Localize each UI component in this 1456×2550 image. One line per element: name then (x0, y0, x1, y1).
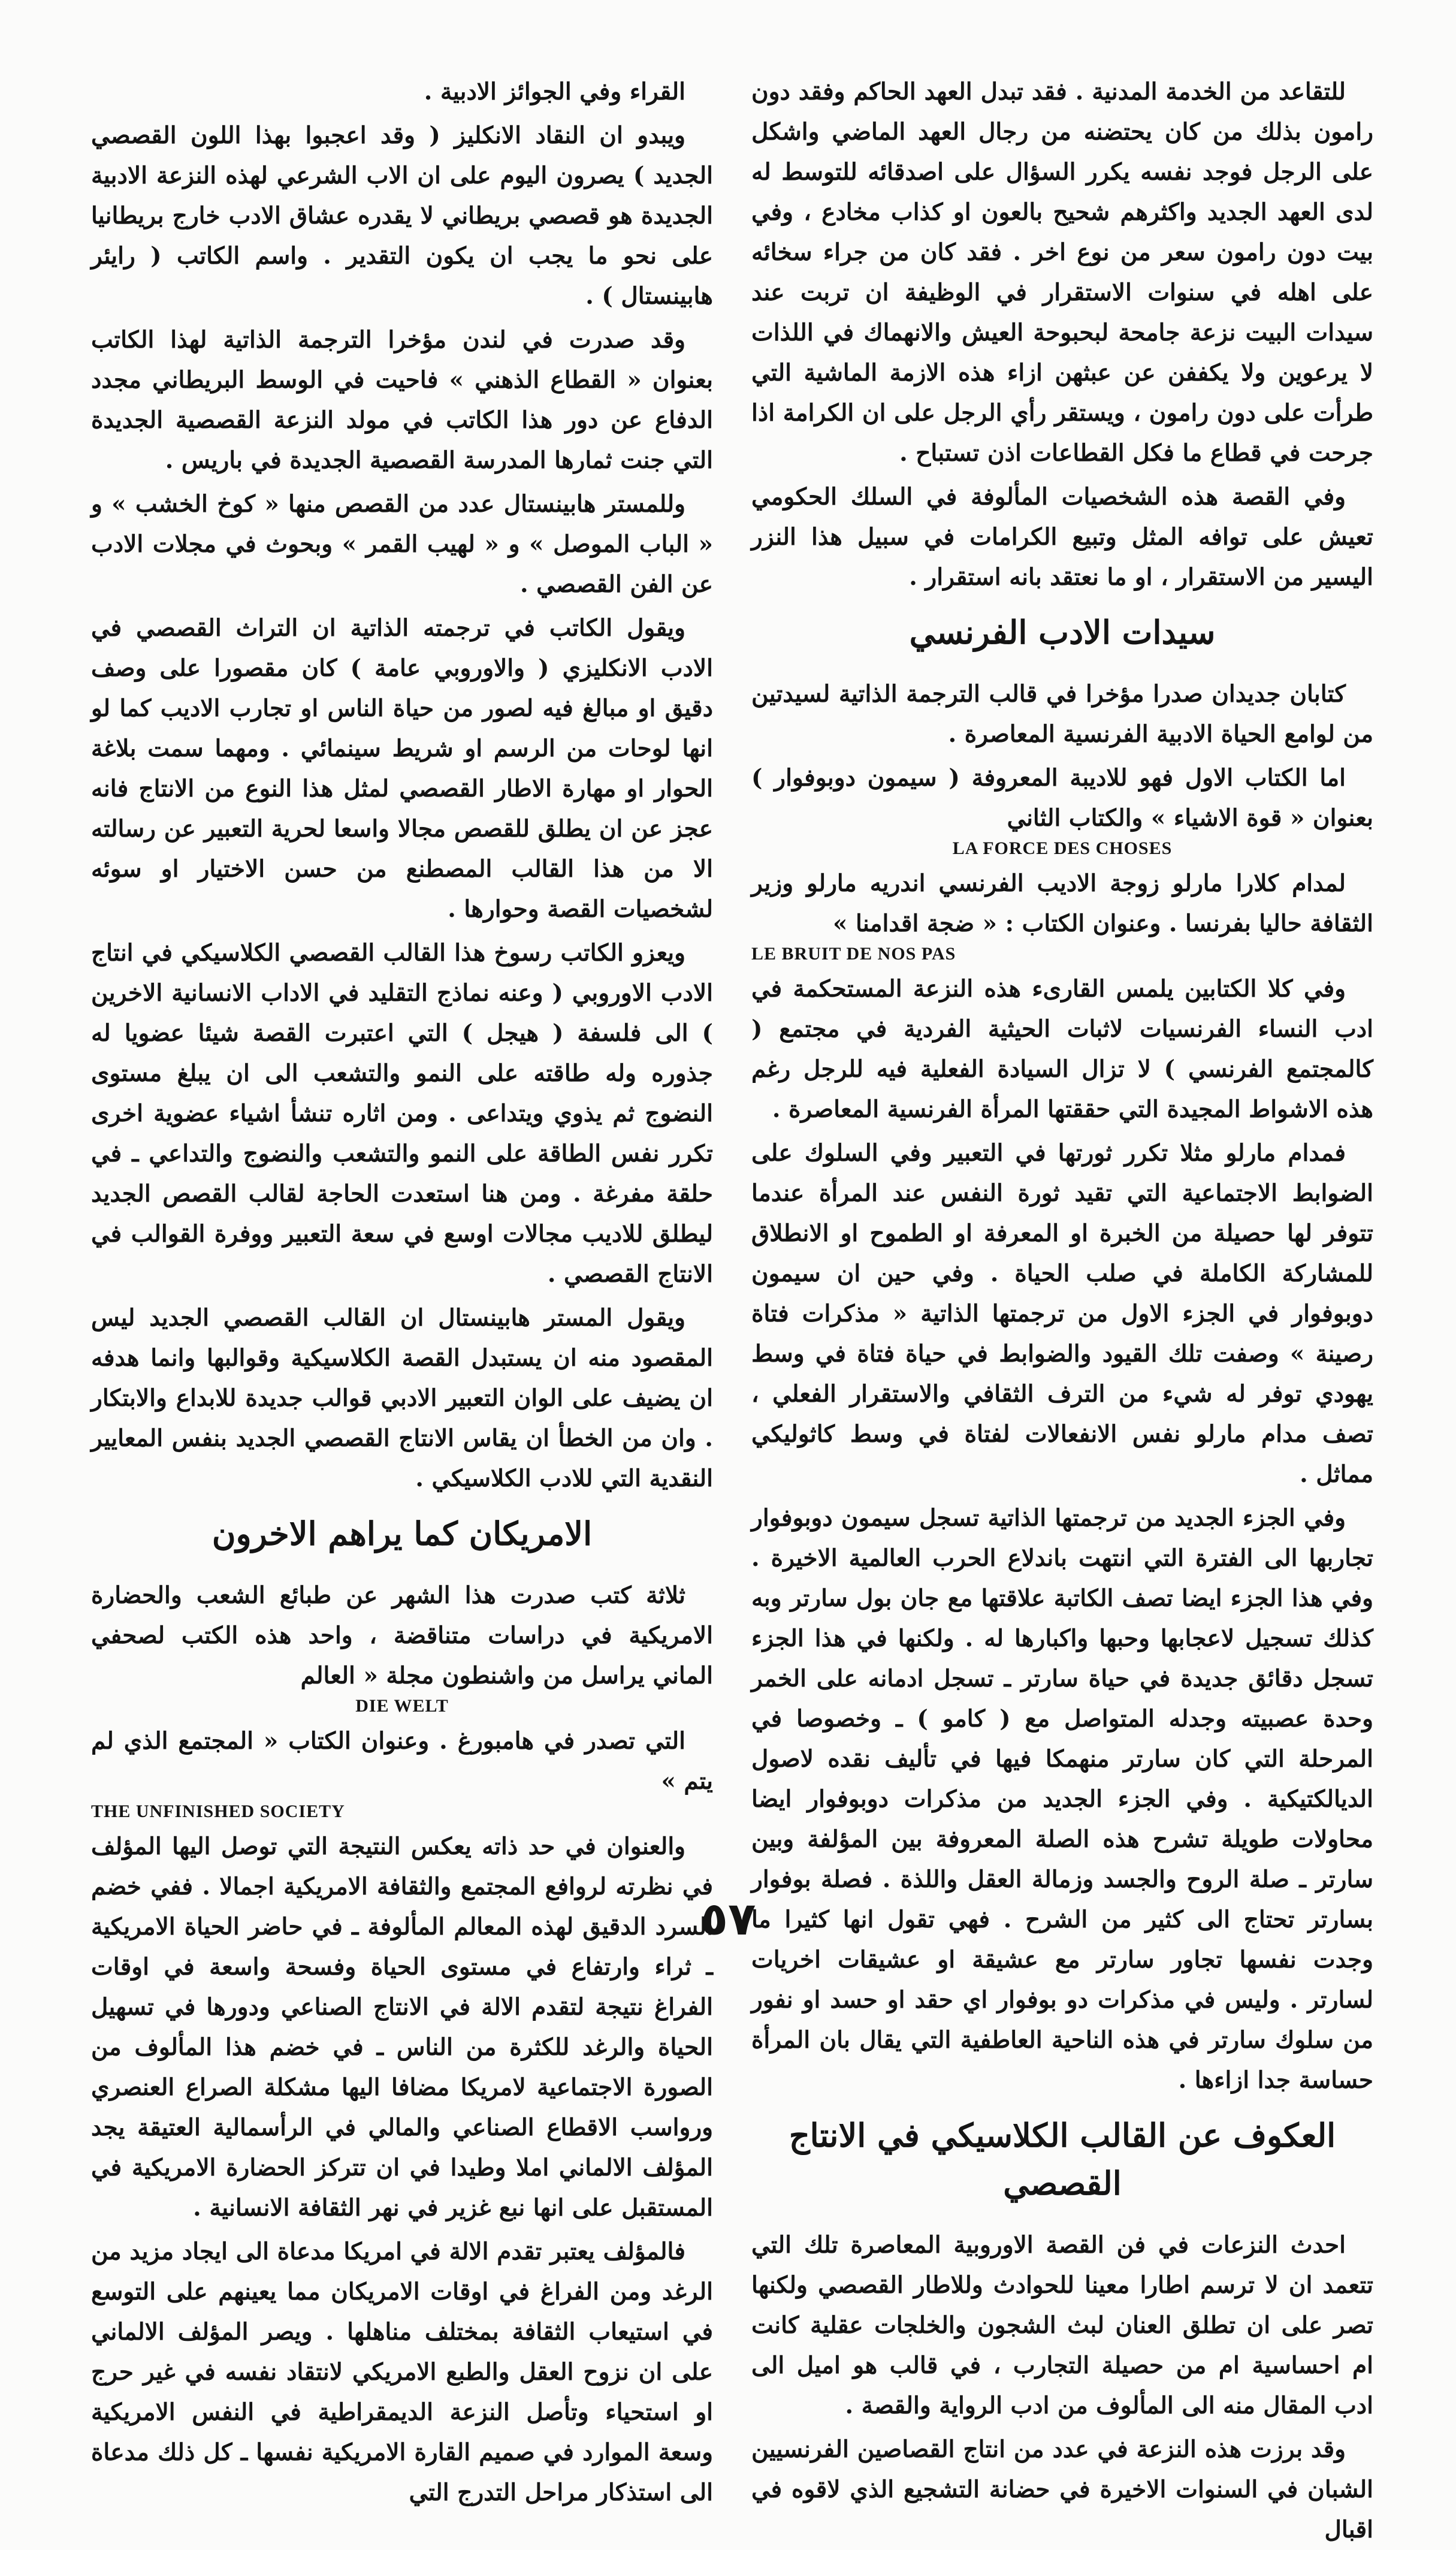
left-column (91, 72, 713, 2506)
paragraph: وقد صدرت في لندن مؤخرا الترجمة الذاتية لهذا الكاتب بعنوان « القطاع الذهني » فاحيت في الوسط البريطاني مجدد الدفاع عن دور هذا الكاتب في مولد النزعة القصصية الجديدة التي جنت ثمارها المدرسة القصصية الجديدة في باريس . (91, 326, 713, 474)
section-heading-classic-template: العكوف عن القالب الكلاسيكي في الانتاج القصصي (789, 2116, 1336, 2202)
paragraph: وفي كلا الكتابين يلمس القارىء هذه النزعة المستحكمة في ادب النساء الفرنسيات لاثبات الحيثية الفردية في مجتمع ( كالمجتمع الفرنسي ) لا تزال السيادة الفعلية فيه للرجل رغم هذه الاشواط المجيدة التي حققتها المرأة الفرنسية المعاصرة . (751, 975, 1373, 1123)
paragraph: والعنوان في حد ذاته يعكس النتيجة التي توصل اليها المؤلف في نظرته لروافع المجتمع والثقافة الامريكية اجمالا . ففي خضم السرد الدقيق لهذه المعالم المألوفة ـ في حاضر الحياة الامريكية ـ ثراء وارتفاع في مستوى الحياة وفسحة واسعة في اوقات الفراغ نتيجة لتقدم الالة في الانتاج الصناعي ودورها في تسهيل الحياة والرغد للكثرة من الناس ـ في خضم هذا المألوف من الصورة الاجتماعية لامريكا مضافا اليها مشكلة الصراع العنصري ورواسب الاقطاع الصناعي والمالي في الرأسمالية العتيقة يجد المؤلف الالماني املا وطيدا في ان تتركز الحضارة الامريكية في المستقبل على انها نبع غزير في نهر الثقافة الانسانية . (91, 1833, 713, 2222)
paragraph: ويعزو الكاتب رسوخ هذا القالب القصصي الكلاسيكي في انتاج الادب الاوروبي ( وعنه نماذج التقليد في الاداب الانسانية الاخرين ) الى فلسفة ( هيجل ) التي اعتبرت القصة شيئا عضويا له جذوره وله طاقته على النمو والتشعب الى ان يبلغ مستوى النضوج ثم يذوي ويتداعى . ومن اثاره تنشأ اشياء عضوية اخرى تكرر نفس الطاقة على النمو والتشعب والنضوج والتداعي ـ في حلقة مفرغة . ومن هنا استعدت الحاجة لقالب القصص الجديد ليطلق للاديب مجالات اوسع في سعة التعبير ووفرة القوالب في الانتاج القصصي . (91, 939, 713, 1288)
section-heading-americans: الامريكان كما يراهم الاخرون (212, 1514, 593, 1553)
paragraph: وفي الجزء الجديد من ترجمتها الذاتية تسجل سيمون دوبوفوار تجاربها الى الفترة التي انتهت باندلاع الحرب العالمية الاخيرة . وفي هذا الجزء ايضا تصف الكاتبة علاقتها مع جان بول سارتر وبه كذلك تسجيل لاعجابها وحبها واكبارها له . ولكنها في هذا الجزء تسجل دقائق جديدة في حياة سارتر ـ تسجل ادمانه على الخمر وحدة عصبيته وجدله المتواصل مع ( كامو ) ـ وخصوصا في المرحلة التي كان سارتر منهمكا فيها في تأليف نقده لاصول الديالكتيكية . وفي الجزء الجديد من مذكرات دوبوفوار ايضا محاولات طويلة تشرح هذه الصلة المعروفة بين المؤلفة وبين سارتر ـ صلة الروح والجسد وزمالة العقل واللذة . فصلة بوفوار بسارتر تحتاج الى كثير من الشرح . فهي تقول انها كثيرا ما وجدت نفسها تجاور سارتر مع عشيقة او عشيقات اخريات لسارتر . وليس في مذكرات دو بوفوار اي حقد او حسد او نفور من سلوك سارتر في هذه الناحية العاطفية التي يقال بان المرأة حساسة جدا ازاءها . (751, 1504, 1373, 2094)
paragraph: وقد برزت هذه النزعة في عدد من انتاج القصاصين الفرنسيين الشبان في السنوات الاخيرة في حضانة التشجيع الذي لاقوه في اقبال (751, 2436, 1373, 2543)
paragraph: وفي القصة هذه الشخصيات المألوفة في السلك الحكومي تعيش على توافه المثل وتبيع الكرامات في سبيل هذا النزر اليسير من الاستقرار ، او ما نعتقد بانه استقرار . (751, 483, 1373, 591)
paragraph: فالمؤلف يعتبر تقدم الالة في امريكا مدعاة الى ايجاد مزيد من الرغد ومن الفراغ في اوقات الامريكان مما يعينهم على التوسع في استيعاب الثقافة بمختلف مناهلها . ويصر المؤلف الالماني على ان نزوح العقل والطبع الامريكي لانتقاد نفسه في غير حرج او استحياء وتأصل النزعة الديمقراطية في النفس الامريكية وسعة الموارد في صميم القارة الامريكية نفسها ـ كل ذلك مدعاة الى استذكار مراحل التدرج التي (91, 2238, 713, 2506)
latin-title-le-bruit-de-nos-pas: LE BRUIT DE NOS PAS (751, 944, 956, 964)
paragraph: احدث النزعات في فن القصة الاوروبية المعاصرة تلك التي تتعمد ان لا ترسم اطارا معينا للحوادث وللاطار القصصي ولكنها تصر على ان تطلق العنان لبث الشجون والخلجات عقلية كانت ام احساسية ام من حصيلة التجارب ، في قالب هو اميل الى ادب المقال منه الى المألوف من ادب الرواية والقصة . (751, 2231, 1373, 2419)
right-column (751, 72, 1373, 2543)
latin-title-unfinished-society: THE UNFINISHED SOCIETY (91, 1801, 345, 1821)
paragraph: ويبدو ان النقاد الانكليز ( وقد اعجبوا بهذا اللون القصصي الجديد ) يصرون اليوم على ان الاب الشرعي لهذه النزعة الادبية الجديدة هو قصصي بريطاني لا يقدره عشاق الادب خارج بريطانيا على نحو ما يجب ان يكون التقدير . واسم الكاتب ( رايئر هابينستال ) . (91, 122, 713, 310)
paragraph: فمدام مارلو مثلا تكرر ثورتها في التعبير وفي السلوك على الضوابط الاجتماعية التي تقيد ثورة النفس عند المرأة عندما تتوفر لها حصيلة من الخبرة او المعرفة او الطموح او الانطلاق للمشاركة الكاملة في صلب الحياة . وفي حين ان سيمون دوبوفوار في الجزء الاول من ترجمتها الذاتية « مذكرات فتاة رصينة » وصفت تلك القيود والضوابط في حياة فتاة في وسط يهودي توفر له شيء من الترف الثقافي والاستقرار الفعلي ، تصف مدام مارلو نفس الانفعالات لفتاة في وسط كاثوليكي مماثل . (751, 1139, 1373, 1488)
section-heading-french-women-writers: سيدات الادب الفرنسي (909, 613, 1216, 651)
paragraph: ثلاثة كتب صدرت هذا الشهر عن طبائع الشعب والحضارة الامريكية في دراسات متناقضة ، واحد هذه الكتب لصحفي الماني يراسل من واشنطون مجلة « العالم (91, 1582, 713, 1689)
paragraph: وللمستر هابينستال عدد من القصص منها « كوخ الخشب » و « الباب الموصل » و « لهيب القمر » وبحوث في مجلات الادب عن الفن القصصي . (91, 490, 713, 598)
latin-title-die-welt: DIE WELT (355, 1696, 449, 1716)
paragraph: للتقاعد من الخدمة المدنية . فقد تبدل العهد الحاكم وفقد دون رامون بذلك من كان يحتضنه من رجال العهد الماضي واشكل على الرجل فوجد نفسه يكرر السؤال على اصدقائه للتوسط له لدى العهد الجديد واكثرهم شحيح بالعون او كذاب مخادع ، وفي بيت دون رامون سعر من نوع اخر . فقد كان من جراء سخائه على اهله في سنوات الاستقرار في الوظيفة ان تربت عند سيدات البيت نزعة جامحة لبحبوحة العيش والانهماك في اللذات لا يرعوين ولا يكففن عن عبثهن ازاء هذه الازمة الماشية التي طرأت على دون رامون ، ويستقر رأي الرجل على ان الكرامة اذا جرحت في قطاع ما فكل القطاعات اذن تستباح . (751, 78, 1373, 467)
paragraph: ويقول الكاتب في ترجمته الذاتية ان التراث القصصي في الادب الانكليزي ( والاوروبي عامة ) كان مقصورا على وصف دقيق او مبالغ فيه لصور من حياة الناس او تجارب الاديب كما لو انها لوحات من الرسم او شريط سينمائي . ومهما سمت بلاغة الحوار او مهارة الاطار القصصي لمثل هذا النوع من الانتاج فانه عجز عن ان يطلق للقصص مجالا واسعا لحرية التعبير عن رسالته الا من هذا القالب المصطنع من حسن الاختيار او سوئه لشخصيات القصة وحوارها . (91, 614, 713, 923)
page-number: ٥٧ (700, 1892, 756, 1945)
paragraph: ويقول المستر هابينستال ان القالب القصصي الجديد ليس المقصود منه ان يستبدل القصة الكلاسيكية وقوالبها وانما هدفه ان يضيف على الوان التعبير الادبي قوالب جديدة للابداع والابتكار . وان من الخطأ ان يقاس الانتاج القصصي الجديد بنفس المعايير النقدية التي للادب الكلاسيكي . (91, 1304, 713, 1492)
paragraph: كتابان جديدان صدرا مؤخرا في قالب الترجمة الذاتية لسيدتين من لوامع الحياة الادبية الفرنسية المعاصرة . (751, 680, 1373, 748)
paragraph: التي تصدر في هامبورغ . وعنوان الكتاب « المجتمع الذي لم يتم » (91, 1727, 713, 1795)
paragraph: القراء وفي الجوائز الادبية . (424, 78, 685, 105)
paragraph: اما الكتاب الاول فهو للاديبة المعروفة ( سيمون دوبوفوار ) بعنوان « قوة الاشياء » والكتاب الثاني (751, 764, 1373, 832)
latin-title-la-force-des-choses: LA FORCE DES CHOSES (952, 838, 1173, 858)
paragraph: لمدام كلارا مارلو زوجة الاديب الفرنسي اندريه مارلو وزير الثقافة حاليا بفرنسا . وعنوان الكتاب : « ضجة اقدامنا » (751, 870, 1373, 937)
